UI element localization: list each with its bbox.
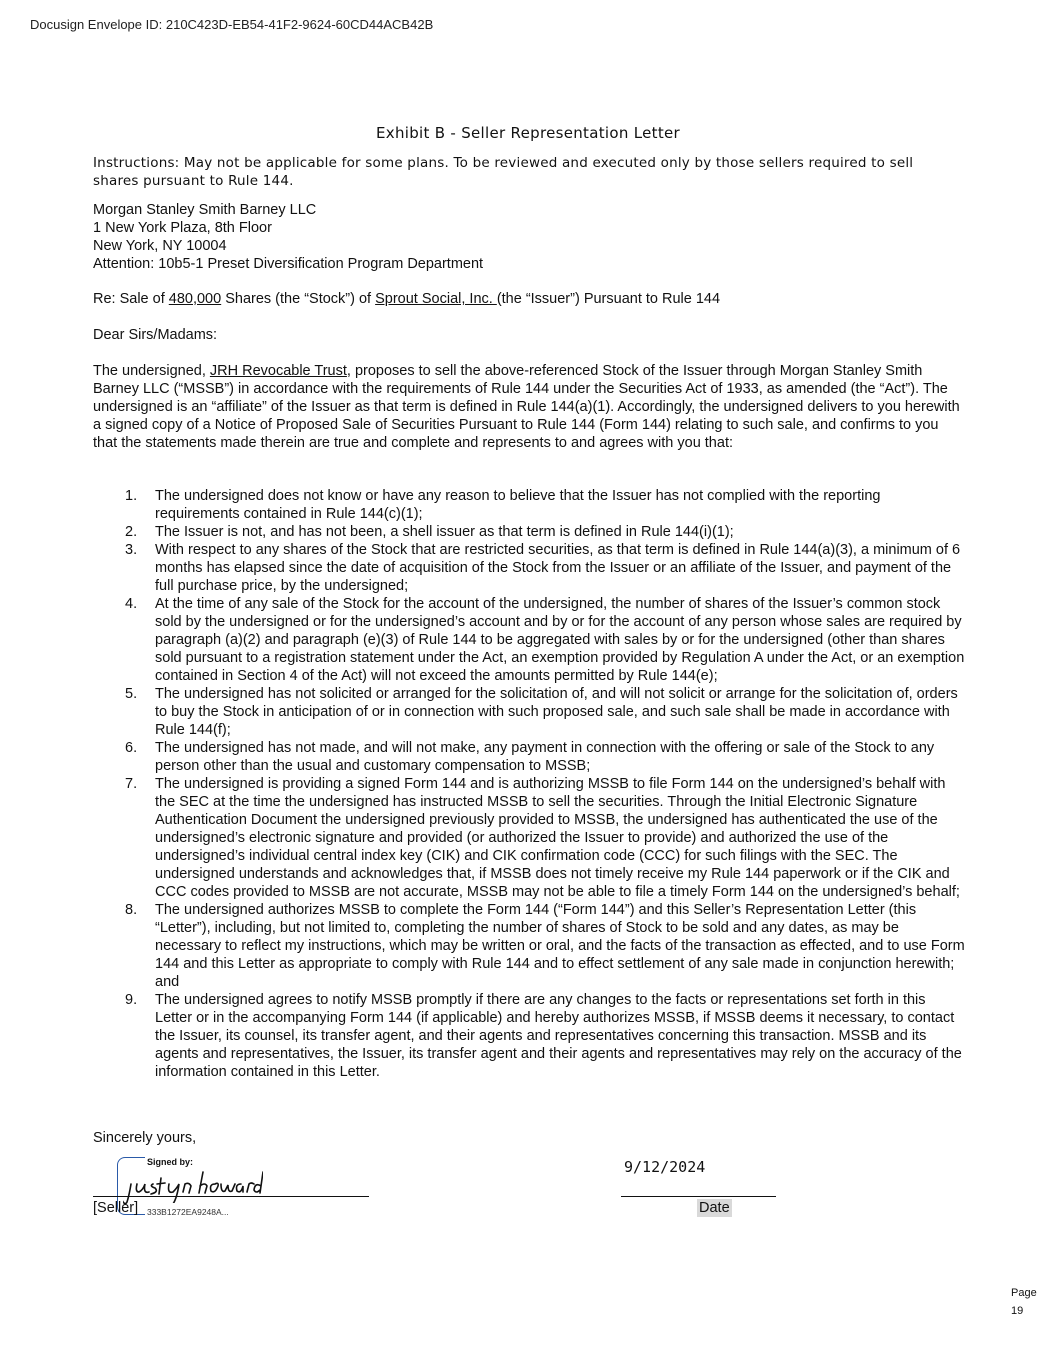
- seller-label: [Seller]: [93, 1200, 139, 1216]
- item-number: 6.: [125, 740, 138, 756]
- intro-paragraph: [93, 362, 961, 452]
- item-number: 1.: [125, 488, 138, 504]
- list-item: [93, 901, 965, 991]
- item-number: 7.: [125, 776, 138, 792]
- item-text: The undersigned has not made, and will not make, any payment in connection with the offering or sale of the Stock to any person other than the usual and customary compensation to MSSB;: [155, 740, 935, 774]
- address-line: Morgan Stanley Smith Barney LLC: [93, 202, 317, 218]
- signed-by-label: Signed by:: [145, 1153, 195, 1171]
- item-number: 5.: [125, 686, 138, 702]
- item-number: 3.: [125, 542, 138, 558]
- list-item: [93, 523, 965, 541]
- seller-name: JRH Revocable Trust: [209, 363, 347, 379]
- list-item: [93, 775, 965, 901]
- re-line: [93, 290, 720, 308]
- re-prefix: Re: Sale of: [93, 291, 169, 307]
- intro-body: , proposes to sell the above-referenced Stock of the Issuer through Morgan Stanley Smith Barney LLC (“MSSB”) in accordance with the requirements of Rule 144 under the Securities Act of 1933, as amended (the “Act”). The undersigned is an “affiliate” of the Issuer as that term is defined in Rule 144(a)(1). Accordingly, the undersigned delivers to you herewith a signed copy of a Notice of Proposed Sale of Securities Pursuant to Rule 144 (Form 144) relating to such sale, and confirms to you that the statements made therein are true and complete and represents to and agrees with you that:: [93, 363, 960, 451]
- item-number: 8.: [125, 902, 138, 918]
- salutation: Dear Sirs/Madams:: [93, 327, 218, 343]
- item-number: 4.: [125, 596, 138, 612]
- date-label: Date: [699, 1200, 730, 1216]
- address-line: Attention: 10b5-1 Preset Diversification Program Department: [93, 256, 484, 272]
- handwritten-signature: [123, 1166, 263, 1206]
- item-text: The undersigned does not know or have any reason to believe that the Issuer has not complied with the reporting requirements contained in Rule 144(c)(1);: [155, 488, 881, 522]
- list-item: [93, 685, 965, 739]
- re-suffix: (the “Issuer”) Pursuant to Rule 144: [496, 291, 721, 307]
- list-item: [93, 487, 965, 523]
- instructions: Instructions: May not be applicable for some plans. To be reviewed and executed only by those sellers required to sell shares pursuant to Rule 144.: [93, 155, 914, 189]
- signer-id: 333B1272EA9248A...: [145, 1203, 231, 1221]
- item-text: The undersigned is providing a signed Form 144 and is authorizing MSSB to file Form 144 on the undersigned’s behalf with the SEC at the time the undersigned has instructed MSSB to sell the securities. Through the Initial Electronic Signature Authentication Document the undersigned previously provided to MSSB, the undersigned has authenticated the use of the undersigned’s electronic signature and provided (or authorized the Issuer to provide) and authorized the use of the undersigned’s individual central index key (CIK) and CIK confirmation code (CCC) for such filings with the SEC. The undersigned understands and acknowledges that, if MSSB does not timely receive my Rule 144 paperwork or if the CIK and CCC codes provided to MSSB are not accurate, MSSB may not be able to file a timely Form 144 on the undersigned’s behalf;: [155, 776, 960, 900]
- signature-block[interactable]: [93, 1152, 393, 1222]
- date-line: [621, 1196, 776, 1197]
- closing: Sincerely yours,: [93, 1130, 197, 1146]
- item-text: With respect to any shares of the Stock that are restricted securities, as that term is defined in Rule 144(a)(3), a minimum of 6 months has elapsed since the date of acquisition of the Stock from the Issuer or an affiliate of the Issuer, and payment of the full purchase price, by the undersigned;: [155, 542, 961, 594]
- recipient-address: [93, 201, 483, 273]
- re-mid: Shares (the “Stock”) of: [221, 291, 376, 307]
- item-text: At the time of any sale of the Stock for the account of the undersigned, the number of shares of the Issuer’s common stock sold by the undersigned or for the undersigned’s account and by or for the account of any person whose sales are required by paragraph (a)(2) and paragraph (e)(3) of Rule 144 to be aggregated with sales by or for the undersigned (other than shares sold pursuant to a registration statement under the Act, an exemption provided by Regulation A under the Act, or an exemption contained in Section 4 of the Act) will not exceed the amounts permitted by Rule 144(e);: [155, 596, 965, 684]
- address-line: 1 New York Plaza, 8th Floor: [93, 220, 272, 236]
- page-number: Page 19: [1011, 1287, 1037, 1317]
- item-text: The undersigned has not solicited or arranged for the solicitation of, and will not solicit or arrange for the solicitation of, orders to buy the Stock in anticipation of or in connection with such proposed sale, and such sale shall be made in accordance with Rule 144(f);: [155, 686, 958, 738]
- issuer-name: Sprout Social, Inc.: [375, 291, 497, 307]
- page-title: Exhibit B - Seller Representation Letter: [375, 124, 681, 142]
- item-text: The undersigned agrees to notify MSSB promptly if there are any changes to the facts or representations set forth in this Letter or in the accompanying Form 144 (if applicable) and hereby authorizes MSSB, if MSSB deems it necessary, to contact the Issuer, its counsel, its transfer agent, and their agents and representatives concerning this transaction. MSSB and its agents and representatives, the Issuer, its transfer agent and their agents and representatives may rely on the accuracy of the information contained in this Letter.: [155, 992, 962, 1080]
- item-number: 2.: [125, 524, 138, 540]
- representations-list: [93, 487, 965, 1081]
- list-item: [93, 541, 965, 595]
- address-line: New York, NY 10004: [93, 238, 227, 254]
- intro-prefix: The undersigned,: [93, 363, 210, 379]
- item-text: The Issuer is not, and has not been, a shell issuer as that term is defined in Rule 144(i)(1);: [155, 524, 734, 540]
- date-value[interactable]: 9/12/2024: [624, 1158, 706, 1176]
- share-count: 480,000: [168, 291, 222, 307]
- list-item: [93, 739, 965, 775]
- signature-line: [93, 1196, 369, 1197]
- envelope-id: Docusign Envelope ID: 210C423D-EB54-41F2-9624-60CD44ACB42B: [30, 17, 434, 32]
- item-text: The undersigned authorizes MSSB to complete the Form 144 (“Form 144”) and this Seller’s Representation Letter (this “Letter”), including, but not limited to, completing the number of shares of Stock to be sold and any dates, as may be necessary to reflect my instructions, which may be written or oral, and the facts of the transaction as effected, and to use Form 144 and this Letter as appropriate to comply with Rule 144 and to effect settlement of any sale made in conjunction herewith; and: [155, 902, 965, 990]
- item-number: 9.: [125, 992, 138, 1008]
- list-item: [93, 991, 965, 1081]
- list-item: [93, 595, 965, 685]
